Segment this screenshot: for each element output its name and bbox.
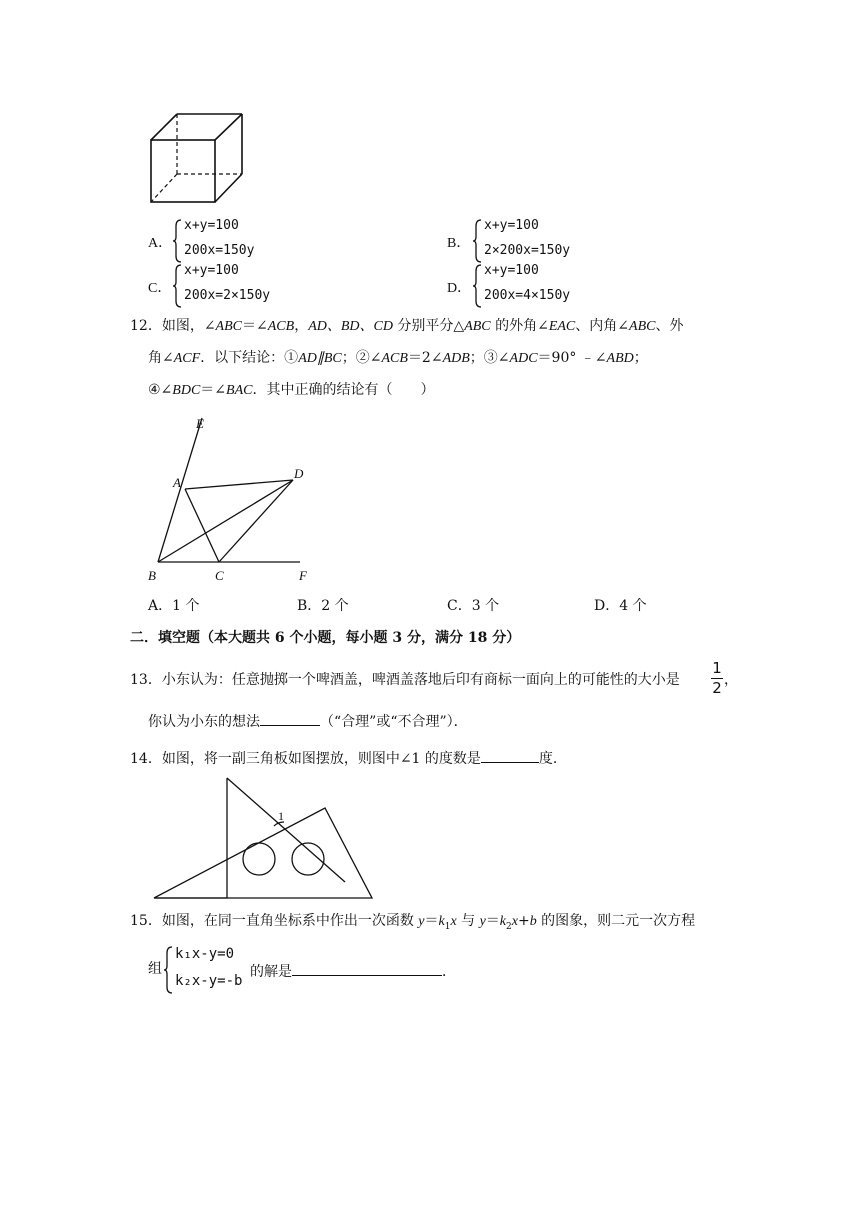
q13-line-2: 你认为小东的想法 （“合理”或“不合理”）．: [148, 711, 468, 731]
brace-icon: [472, 218, 482, 264]
q12-option-d[interactable]: D．4 个: [594, 598, 647, 614]
triangle-bisector-figure: [140, 410, 330, 586]
answer-blank[interactable]: [292, 961, 442, 976]
q12-option-a[interactable]: A．1 个: [148, 598, 200, 614]
q13-line-1: 13．小东认为：任意抛掷一个啤酒盖，啤酒盖落地后印有商标一面向上的可能性的大小是: [130, 672, 680, 688]
angle-1-label: 1: [278, 809, 284, 823]
brace-icon: [472, 263, 482, 309]
label-d: D: [294, 466, 304, 481]
q12-line-1: 12．如图，∠ABC＝∠ACB，AD、BD、CD 分别平分△ABC 的外角∠EAC、内角∠ABC、外: [130, 318, 684, 334]
q14-line: 14．如图，将一副三角板如图摆放，则图中∠1 的度数是 度．: [130, 748, 567, 768]
option-letter: A．: [148, 236, 173, 251]
q15-line-2: 的解是 ．: [250, 961, 456, 981]
brace-icon: [172, 218, 182, 264]
equation-line: x+y=100: [484, 218, 539, 233]
label-c: C: [215, 568, 224, 583]
equation-line: 200x=150y: [184, 243, 255, 258]
q12-option-c[interactable]: C．3 个: [447, 598, 500, 614]
brace-icon: [172, 263, 182, 309]
option-letter: C．: [148, 281, 172, 296]
q15-line-1: 15．如图，在同一直角坐标系中作出一次函数 $y=k_1x$ 与 $y=k_2x+b$ 的图象，则二元一次方程: [130, 913, 696, 932]
q15-prefix: 组: [148, 961, 162, 977]
q12-option-b[interactable]: B．2 个: [297, 598, 349, 614]
label-e: E: [196, 416, 204, 431]
q13-comma: ，: [724, 672, 738, 688]
label-a: A: [173, 475, 181, 490]
q12-line-3: ④∠BDC＝∠BAC．其中正确的结论有（ ）: [148, 382, 435, 398]
label-b: B: [148, 568, 156, 583]
answer-blank[interactable]: [260, 711, 320, 726]
section-heading: 二．填空题（本大题共 6 个小题，每小题 3 分，满分 18 分）: [130, 630, 521, 646]
equation-line: x+y=100: [184, 263, 239, 278]
brace-icon: [163, 945, 173, 995]
fraction-denominator: 2: [712, 679, 722, 697]
option-letter: D．: [447, 281, 472, 296]
label-f: F: [299, 568, 307, 583]
option-letter: B．: [447, 236, 471, 251]
equation-line: 200x=4×150y: [484, 288, 571, 303]
q12-line-2: 角∠ACF．以下结论：①AD∥BC；②∠ACB＝2∠ADB；③∠ADC＝90° ﹣∠ABD；: [148, 350, 648, 366]
equation-line: 2×200x=150y: [484, 243, 571, 258]
equation-system: [172, 263, 302, 309]
equation-system: [472, 263, 602, 309]
fraction-numerator: 1: [712, 659, 722, 677]
equation-line: x+y=100: [184, 218, 239, 233]
equation-system: [163, 945, 258, 995]
set-squares-figure: [150, 772, 380, 902]
cube-figure: [146, 108, 250, 206]
equation-line: k₂x-y=-b: [175, 973, 243, 989]
equation-line: k₁x-y=0: [175, 946, 235, 962]
fraction: [710, 660, 724, 700]
equation-system: [472, 218, 602, 264]
equation-system: [172, 218, 282, 264]
answer-blank[interactable]: [481, 748, 539, 763]
equation-line: x+y=100: [484, 263, 539, 278]
equation-line: 200x=2×150y: [184, 288, 271, 303]
